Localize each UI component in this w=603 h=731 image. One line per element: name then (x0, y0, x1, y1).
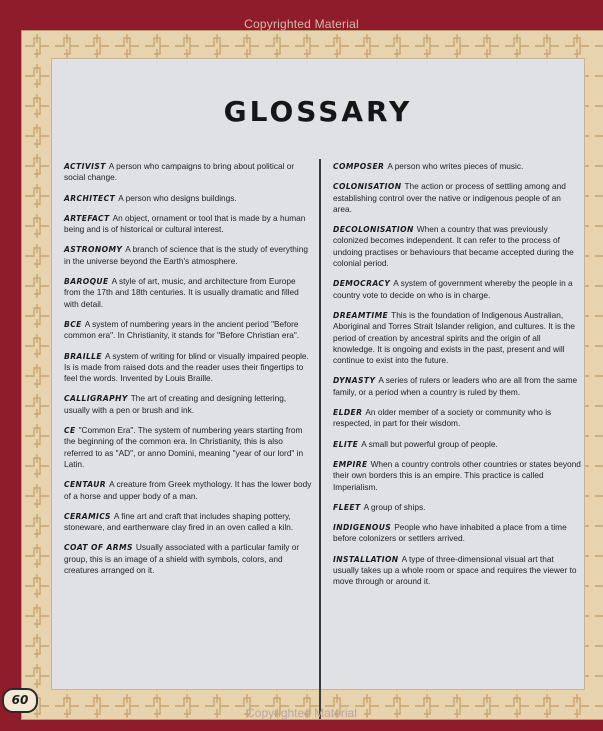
glossary-entry (64, 542, 312, 576)
term: ARCHITECT (64, 193, 116, 203)
definition: A group of ships. (363, 501, 426, 512)
glossary-entry (333, 522, 581, 545)
glossary-entry (64, 393, 312, 416)
glossary-entry (333, 181, 581, 215)
glossary-entry (333, 278, 581, 301)
term: ASTRONOMY (64, 245, 123, 255)
glossary-entry (64, 276, 312, 310)
glossary-entry (64, 511, 312, 534)
term: FLEET (333, 502, 361, 512)
definition: A system of government whereby the people in a country vote to decide on who is in charge. (333, 278, 573, 300)
definition: This is the foundation of Indigenous Australian, Aboriginal and Torres Strait Islander religion, and cultures. It is the period of creation by ancestral spirits and the origin of all knowledge. It is ongoing and exists in the past, present and will continue to exist into the future. (333, 309, 575, 366)
decorative-frame (21, 30, 603, 720)
term: BAROQUE (64, 277, 109, 287)
term: BRAILLE (64, 351, 103, 361)
definition: An object, ornament or tool that is made by a human being and is of historical or cultural interest. (64, 212, 306, 235)
definition: People who have inhabited a place from a time before colonizers or settlers arrived. (333, 522, 567, 544)
definition: A creature from Greek mythology. It has the lower body of a horse and upper body of a man. (64, 479, 312, 501)
glossary-panel (51, 58, 585, 690)
definition: A system of writing for blind or visually impaired people. Is is made from raised dots and the reader uses their fingertips to feel the words. Invented by Louis Braille. (64, 350, 309, 384)
right-column (333, 161, 581, 597)
term: DEMOCRACY (333, 279, 391, 289)
glossary-entry (333, 375, 581, 398)
definition: An older member of a society or community who is respected, in part for their wisdom. (333, 407, 552, 429)
definition: A system of numbering years in the ancient period "Before common era". In Christianity, it stands for "Before Christian era". (64, 318, 300, 341)
watermark-bottom: Copyrighted Material (246, 706, 357, 720)
glossary-entry (333, 407, 581, 430)
glossary-entry (333, 554, 581, 588)
term: DECOLONISATION (333, 225, 414, 235)
glossary-entry (333, 502, 581, 513)
term: CALLIGRAPHY (64, 394, 128, 404)
glossary-entry (64, 479, 312, 502)
glossary-entry (333, 439, 581, 450)
glossary-entry (333, 224, 581, 269)
term: BCE (64, 319, 82, 329)
definition: The art of creating and designing lettering, usually with a pen or brush and ink. (64, 393, 287, 415)
glossary-entry (64, 351, 312, 385)
column-divider (319, 159, 321, 719)
glossary-entry (64, 425, 312, 470)
term: DYNASTY (333, 376, 376, 386)
term: COAT OF ARMS (64, 543, 133, 553)
left-column (64, 161, 312, 585)
definition: The action or process of settling among and establishing control over the native or indigenous people of an area. (333, 181, 566, 214)
definition: A branch of science that is the study of everything in the universe beyond the Earth's atmosphere. (64, 244, 308, 266)
glossary-entry (64, 213, 312, 236)
definition: When a country that was previously colonized becomes independent. It can refer to the process of undoing practises or behaviours that became accepted during the colonial period. (333, 224, 574, 269)
term: ARTEFACT (64, 213, 110, 223)
term: INDIGENOUS (333, 523, 392, 533)
glossary-entry (333, 459, 581, 493)
definition: A series of rulers or leaders who are all from the same family, or a period when a country is ruled by them. (333, 375, 578, 397)
definition: A small but powerful group of people. (361, 438, 498, 449)
term: CERAMICS (64, 511, 111, 521)
glossary-entry (333, 310, 581, 366)
definition: "Common Era". The system of numbering years starting from the beginning of the common era. In Christianity, this is also referred to as "AD", or anno Domini, meaning "year of our lord" in Latin. (64, 425, 304, 469)
glossary-entry (333, 161, 581, 172)
term: CENTAUR (64, 480, 107, 490)
definition: A person who designs buildings. (118, 192, 237, 203)
watermark-top: Copyrighted Material (244, 17, 359, 31)
term: ELITE (333, 439, 359, 449)
definition: A type of three-dimensional visual art that usually takes up a whole room or space and requires the viewer to move through or around it. (333, 553, 577, 587)
page-number: 60 (2, 688, 38, 713)
definition: A style of art, music, and architecture from Europe from the 17th and 18th centuries. It is usually dramatic and filled with detail. (64, 276, 299, 309)
definition: A person who campaigns to bring about political or social change. (64, 161, 295, 183)
term: CE (64, 426, 76, 436)
definition: Usually associated with a particular family or group, this is an image of a shield with symbols, colors, and creatures arranged on it. (64, 542, 300, 576)
term: ACTIVIST (64, 162, 106, 171)
term: EMPIRE (333, 459, 368, 469)
term: INSTALLATION (333, 554, 399, 564)
definition: When a country controls other countries or states beyond their own borders this is an empire. This practice is called Imperialism. (333, 458, 581, 492)
definition: A person who writes pieces of music. (387, 161, 524, 171)
definition: A fine art and craft that includes shaping pottery, stoneware, and earthenware clay fired in an oven called a kiln. (64, 510, 294, 533)
term: ELDER (333, 408, 363, 418)
term: COMPOSER (333, 162, 385, 171)
glossary-entry (64, 319, 312, 342)
term: DREAMTIME (333, 310, 389, 320)
glossary-entry (64, 193, 312, 204)
page-title: GLOSSARY (223, 95, 413, 128)
glossary-entry (64, 161, 312, 184)
glossary-entry (64, 244, 312, 267)
term: COLONISATION (333, 182, 402, 192)
